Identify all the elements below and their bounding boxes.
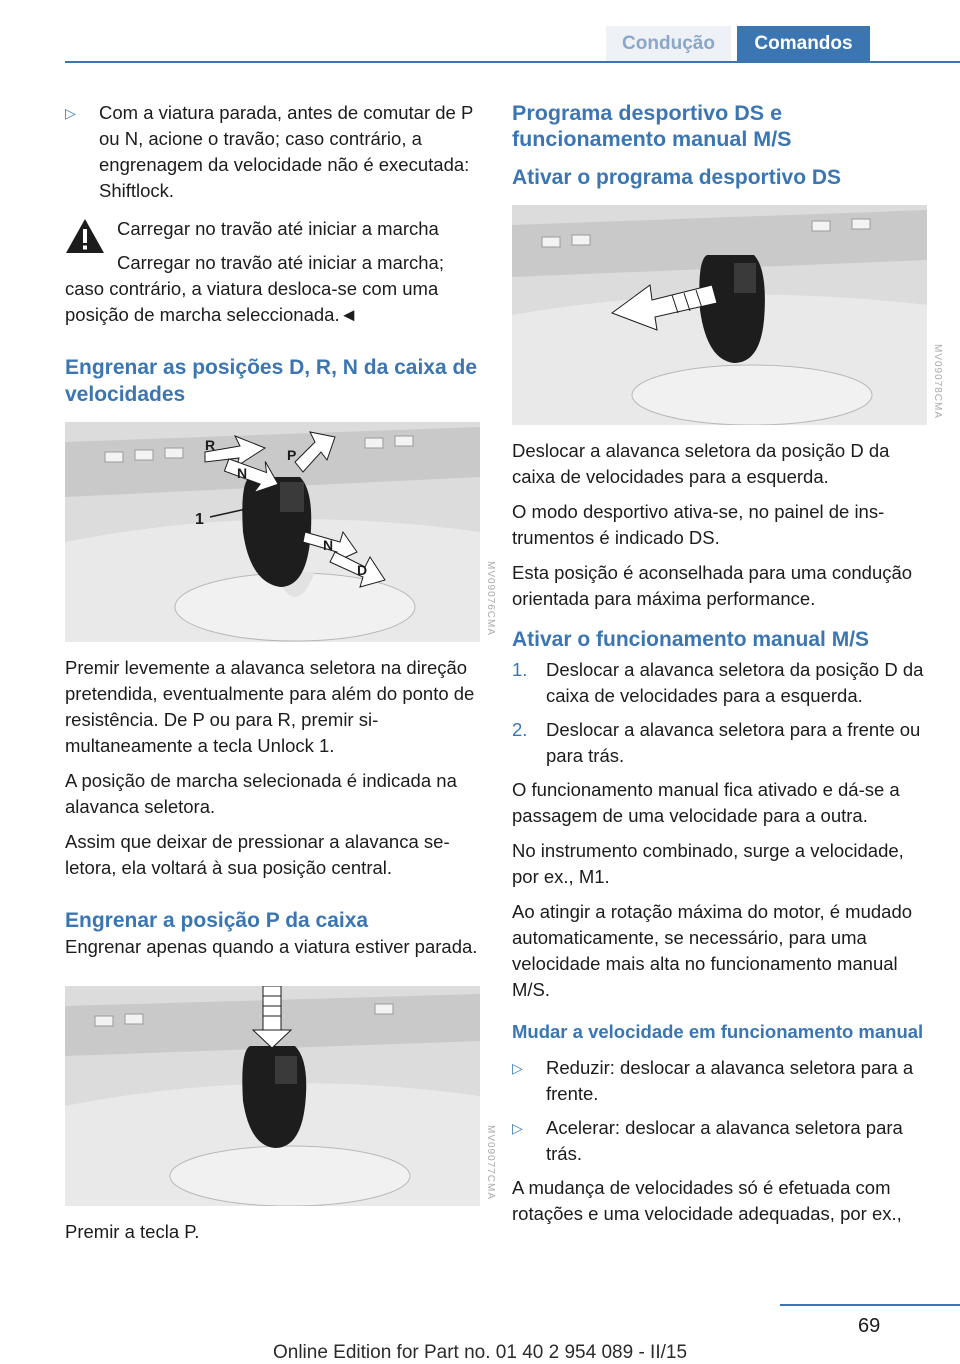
step-number: 2. <box>512 719 528 740</box>
heading-engage-drn: Engrenar as posições D, R, N da caixa de velocidades <box>65 356 477 406</box>
figure-gear-selector-ds <box>512 205 943 425</box>
step-1 <box>512 657 932 709</box>
label-r: R <box>205 437 216 453</box>
heading-activate-ms: Ativar o funcionamento manual M/S <box>512 628 870 651</box>
left-column <box>65 100 496 1254</box>
heading-change-gear: Mudar a velocidade em funcionamento manual <box>512 1021 924 1042</box>
bullet-text: Reduzir: deslocar a alavanca seletora para a frente. <box>546 1057 914 1104</box>
bullet-text: Com a viatura parada, antes de comutar de P ou N, acione o travão; caso contrário, a engrenagem da velocidade não é executada: Shiftlock. <box>99 102 473 201</box>
label-unlock-1: 1 <box>195 511 204 528</box>
bullet-shiftlock <box>65 100 480 204</box>
label-p: P <box>287 447 297 463</box>
bullet-text: Acelerar: deslocar a alavanca seletora para trás. <box>546 1117 903 1164</box>
triangle-bullet-icon: ▷ <box>512 1120 523 1136</box>
edition-footer: Online Edition for Part no. 01 40 2 954 089 - II/15 <box>272 1342 688 1363</box>
page-header <box>0 0 960 62</box>
step-text: Deslocar a alavanca seletora da posição D da caixa de velocidades para a esquerda. <box>546 659 924 706</box>
para-press-p: Premir a tecla P. <box>65 1221 200 1242</box>
para-sport-active: O modo desportivo ativa-se, no painel de instrumentos é indicado DS. <box>512 501 885 548</box>
warning-title: Carregar no travão até iniciar a marcha <box>117 218 439 239</box>
page-number: 69 <box>858 1315 881 1337</box>
chapter-tab-comandos[interactable]: Comandos <box>737 26 870 62</box>
para-max-rpm: Ao atingir a rotação máxima do motor, é mudado automaticamente, se necessário, para uma velocidade mais alta no funcionamento manual M/S. <box>512 901 913 1000</box>
para-position-indicated: A posição de marcha selecionada é indicada na alavanca seletora. <box>65 770 457 817</box>
para-release-lever: Assim que deixar de pressionar a alavanca seletora, ela voltará à sua posição central. <box>65 831 450 878</box>
warning-body: Carregar no travão até iniciar a marcha; caso contrário, a viatura desloca-se com uma posição de marcha seleccionada.◄ <box>65 252 444 325</box>
gear-lever-p-illustration <box>65 986 480 1206</box>
label-n-lower: N <box>323 537 334 553</box>
heading-ds-ms: Programa desportivo DS e funcionamento manual M/S <box>512 101 792 151</box>
bullet-downshift <box>512 1055 932 1107</box>
heading-engage-p: Engrenar a posição P da caixa <box>65 909 369 932</box>
para-only-when-stopped: Engrenar apenas quando a viatura estiver parada. <box>65 936 478 957</box>
figure-gear-selector-drn <box>65 422 496 642</box>
para-cluster: No instrumento combinado, surge a velocidade, por ex., M1. <box>512 840 904 887</box>
gear-lever-illustration <box>65 422 480 642</box>
header-rule <box>65 61 960 63</box>
figure-code: MV09078CMA <box>932 343 943 419</box>
label-n-upper: N <box>237 465 248 481</box>
footer-rule <box>780 1304 960 1306</box>
figure-code: MV09076CMA <box>485 560 496 636</box>
para-press-lever: Premir levemente a alavanca seletora na direção pretendida, eventualmente para além do ponto de resistência. De P ou para R, premir simultaneamente a tecla Unlock 1. <box>65 657 475 756</box>
label-d: D <box>357 562 368 578</box>
para-recommended: Esta posição é aconselhada para uma condução orientada para máxima performance. <box>512 562 913 609</box>
triangle-bullet-icon: ▷ <box>512 1060 523 1076</box>
step-text: Deslocar a alavanca seletora para a frente ou para trás. <box>546 719 921 766</box>
step-number: 1. <box>512 659 528 680</box>
warning-icon <box>65 218 105 254</box>
gear-lever-ds-illustration <box>512 205 927 425</box>
heading-activate-ds: Ativar o programa desportivo DS <box>512 166 842 189</box>
para-manual-on: O funcionamento manual fica ativado e dá-se a passagem de uma velocidade para a outra. <box>512 779 900 826</box>
bullet-upshift <box>512 1115 932 1167</box>
warning-box <box>65 216 480 328</box>
figure-code: MV09077CMA <box>485 1124 496 1200</box>
section-tab-conducao[interactable]: Condução <box>606 26 731 62</box>
step-2 <box>512 717 932 769</box>
para-only-effected: A mudança de velocidades só é efetuada com rotações e uma velocidade adequadas, por ex., <box>512 1177 902 1224</box>
para-move-left: Deslocar a alavanca seletora da posição D da caixa de velocidades para a esquerda. <box>512 440 890 487</box>
right-column <box>512 100 943 1236</box>
triangle-bullet-icon: ▷ <box>65 105 76 121</box>
figure-gear-selector-p <box>65 986 496 1206</box>
